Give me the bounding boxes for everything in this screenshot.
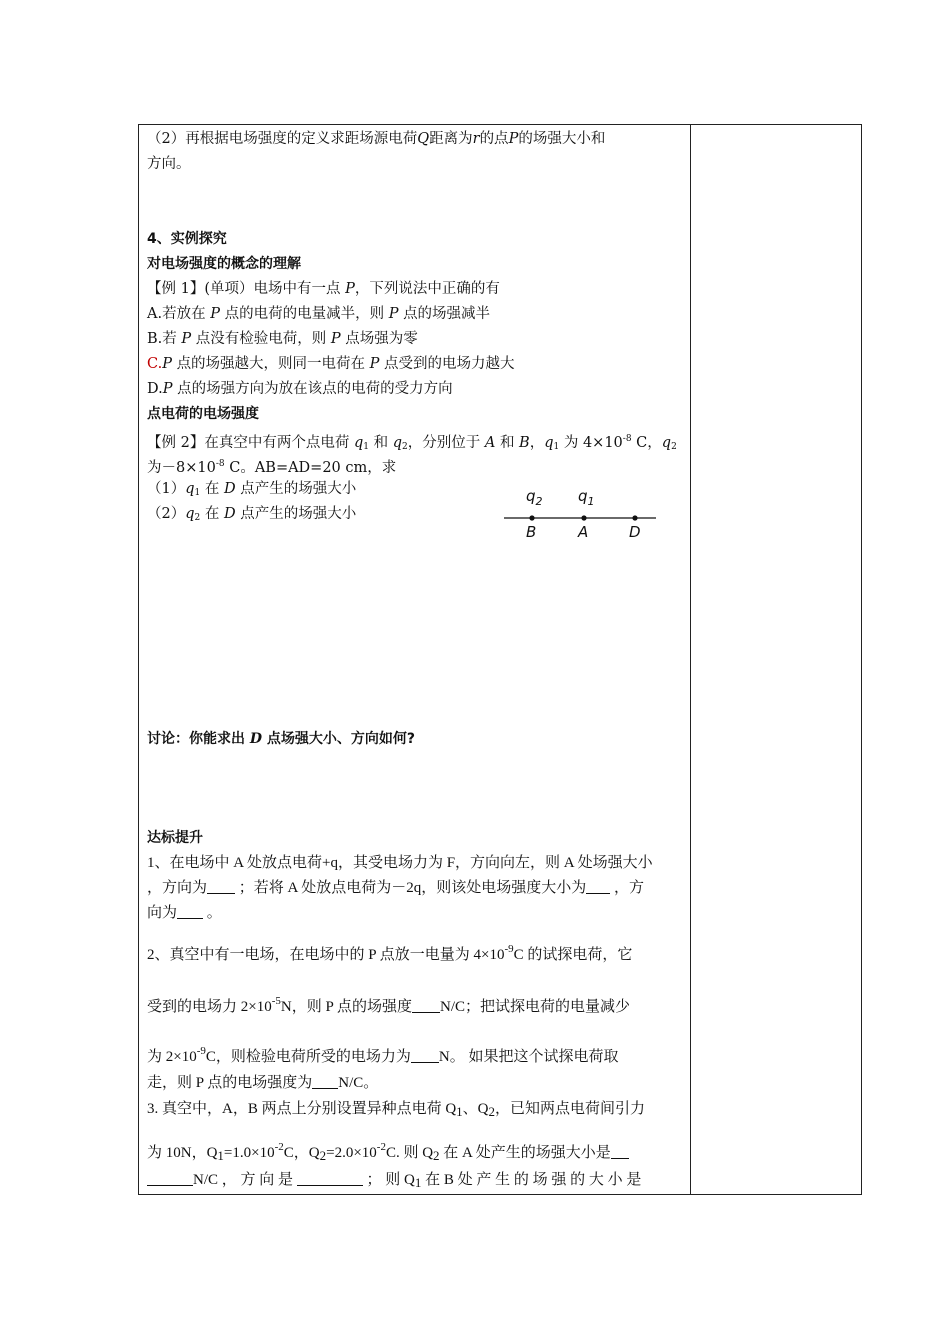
answer-blank[interactable] [177,904,203,919]
option-a: A.若放在 P 点的电荷的电量减半，则 P 点的场强减半 [147,306,491,322]
notes-column [691,125,861,1194]
practice-3-line-3: N/C ， 方 向 是 ； 则 Q1 在 B 处 产 生 的 场 强 的 大 小 是 [147,1170,641,1193]
practice-2-line-3: 为 $2\times 10^{-9}C$，则检验电荷所受的电场力为 N。 如果把这个试探电荷取 [147,1045,619,1065]
example-2-sub-2: $(2)q_2$ 在 D 点产生的场强大小 [147,506,357,523]
answer-blank[interactable] [586,879,610,894]
practice-3-line-2: 为 10N，$Q1=1.0\times 10^{-2}C$，$Q2=2.0\times 10^{-2}C$. 则 Q2 在 A 处产生的场强大小是 [147,1137,629,1166]
heading-practice: 达标提升 [147,830,203,846]
example-2-line-2: 为$-8\times 10^{-8}$ C。AB=AD=20 cm，求 [147,459,397,476]
answer-blank[interactable] [611,1144,629,1159]
point-d [632,515,637,520]
line-definition-task: （2）再根据电场强度的定义求距场源电荷Q距离为r的点P的场强大小和 [147,131,606,147]
answer-blank[interactable] [412,998,440,1013]
practice-1-line-2: ，方向为 ；若将 A 处放点电荷为－2q，则该处电场强度大小为 ，方 [147,880,645,896]
practice-2-line-2: 受到的电场力 $2\times 10^{-5}N$，则 P 点的场强度 N/C；把试探电荷的电量减少 [147,995,631,1015]
answer-blank[interactable] [207,879,235,894]
heading-examples: 4、实例探究 [147,231,227,247]
heading-point-charge: 点电荷的电场强度 [147,406,259,422]
answer-blank[interactable] [147,1171,193,1186]
practice-3-line-1: 3. 真空中，A，B 两点上分别设置异种点电荷 Q1、Q2，已知两点电荷间引力 [147,1101,646,1119]
discussion-prompt: 讨论：你能求出 D 点场强大小、方向如何? [147,731,416,747]
practice-2-line-1: 2、真空中有一电场，在电场中的 P 点放一电量为 $4\times 10^{-9}C$ 的试探电荷，它 [147,943,633,963]
charge-position-diagram [504,489,664,545]
heading-concept: 对电场强度的概念的理解 [147,256,301,272]
example-2-line-1: 【例 2】在真空中有两个点电荷 $q_1$ 和 $q_2$，分别位于 A 和 B，$q_1$ 为 $4\times 10^{-8}$ C，$q_2$ [147,434,677,452]
option-d: D.P 点的场强方向为放在该点的电荷的受力方向 [147,381,453,397]
point-a [581,515,586,520]
label-q2: $q_2$ [526,487,543,508]
answer-blank[interactable] [312,1074,338,1089]
label-q1: $q_1$ [578,487,595,508]
option-b: B.若 P 点没有检验电荷，则 P 点场强为零 [147,331,418,347]
label-a: A [578,523,589,541]
label-b: B [526,523,537,541]
example-1-question: 【例 1】(单项）电场中有一点 P，下列说法中正确的有 [147,281,500,297]
answer-blank[interactable] [297,1171,363,1186]
option-c: C.P 点的场强越大，则同一电荷在 P 点受到的电场力越大 [147,356,515,372]
point-b [529,515,534,520]
line-direction: 方向。 [147,156,191,172]
label-d: D [629,523,641,541]
practice-1-line-1: 1、在电场中 A 处放点电荷+q，其受电场力为 F，方向向左，则 A 处场强大小 [147,855,653,871]
example-2-sub-1: $(1)q_1$ 在 D 点产生的场强大小 [147,481,357,498]
practice-1-line-3: 向为 。 [147,905,222,921]
worksheet-table [138,124,862,1195]
answer-blank[interactable] [411,1048,439,1063]
practice-2-line-4: 走，则 P 点的电场强度为 N/C。 [147,1075,379,1091]
